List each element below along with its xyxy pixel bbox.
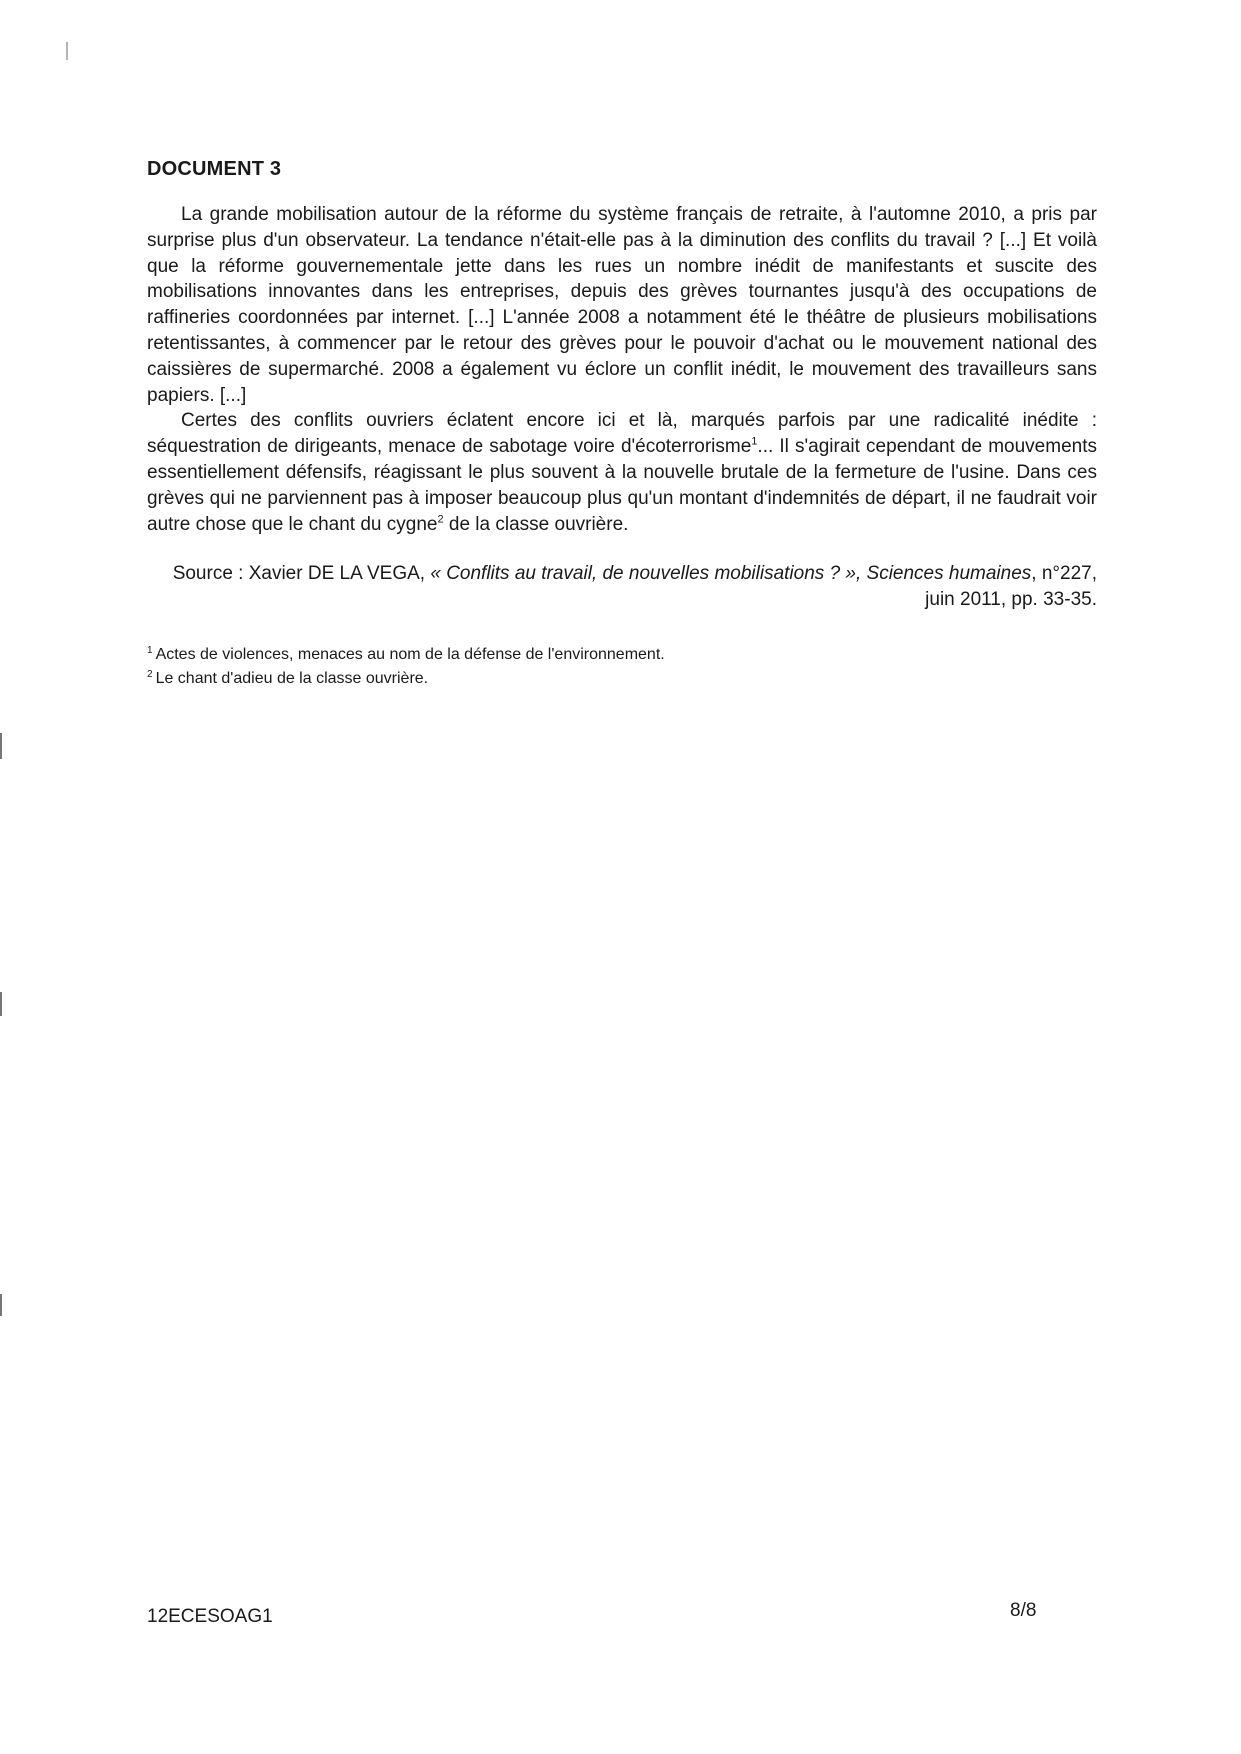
paragraph-2-text-a: Certes des conflits ouvriers éclatent encore ici et là, marqués parfois par une radicalité inédite : séquestration de dirigeants, menace de sabotage voire d'écoterrorisme [147, 410, 1097, 458]
footnote-2 [147, 667, 665, 691]
source-citation [147, 561, 1097, 613]
source-title: « Conflits au travail, de nouvelles mobilisations ? », Sciences humaines [430, 563, 1032, 584]
paragraph-2-text-c: de la classe ouvrière. [443, 513, 629, 535]
paragraph-2 [147, 408, 1097, 537]
document-body [147, 202, 1097, 537]
scan-mark-left-1 [0, 733, 2, 759]
footnote-1 [147, 643, 665, 667]
scan-mark-top [66, 42, 68, 60]
footnotes [147, 643, 665, 691]
scan-mark-left-2 [0, 992, 2, 1016]
document-code: 12ECESOAG1 [147, 1606, 273, 1627]
page-number: 8/8 [1010, 1600, 1037, 1621]
source-prefix: Source : Xavier DE LA VEGA, [172, 563, 431, 584]
footnote-number: 1 [147, 644, 153, 656]
footnote-text: Le chant d'adieu de la classe ouvrière. [155, 670, 429, 687]
paragraph-1: La grande mobilisation autour de la réforme du système français de retraite, à l'automne 2010, a pris par surprise plus d'un observateur. La tendance n'était-elle pas à la diminution des conflits du travail ? [...] Et voilà que la réforme gouvernementale jette dans les rues un nombre inédit de manifestants et suscite des mobilisations innovantes dans les entreprises, depuis des grèves tournantes jusqu'à des occupations de raffineries coordonnées par internet. [...] L'année 2008 a notamment été le théâtre de plusieurs mobilisations retentissantes, à commencer par le retour des grèves pour le pouvoir d'achat ou le mouvement national des caissières de supermarché. 2008 a également vu éclore un conflit inédit, le mouvement des travailleurs sans papiers. [...] [147, 204, 1097, 406]
footnote-number: 2 [147, 668, 153, 680]
footnote-ref-1: 1 [751, 435, 758, 448]
paragraph-2-text-b: ... Il s'agirait cependant de mouvements essentiellement défensifs, réagissant le plus souvent à la nouvelle brutale de la fermeture de l'usine. Dans ces grèves qui ne parviennent pas à imposer beaucoup plus qu'un montant d'indemnités de départ, il ne faudrait voir autre chose que le chant du cygne [147, 436, 1097, 535]
footnote-ref-2: 2 [437, 513, 444, 526]
source-suffix: , n°227, juin 2011, pp. 33-35. [925, 563, 1097, 610]
document-title: DOCUMENT 3 [147, 158, 282, 180]
footnote-text: Actes de violences, menaces au nom de la défense de l'environnement. [155, 646, 665, 663]
scan-mark-left-3 [0, 1294, 2, 1316]
